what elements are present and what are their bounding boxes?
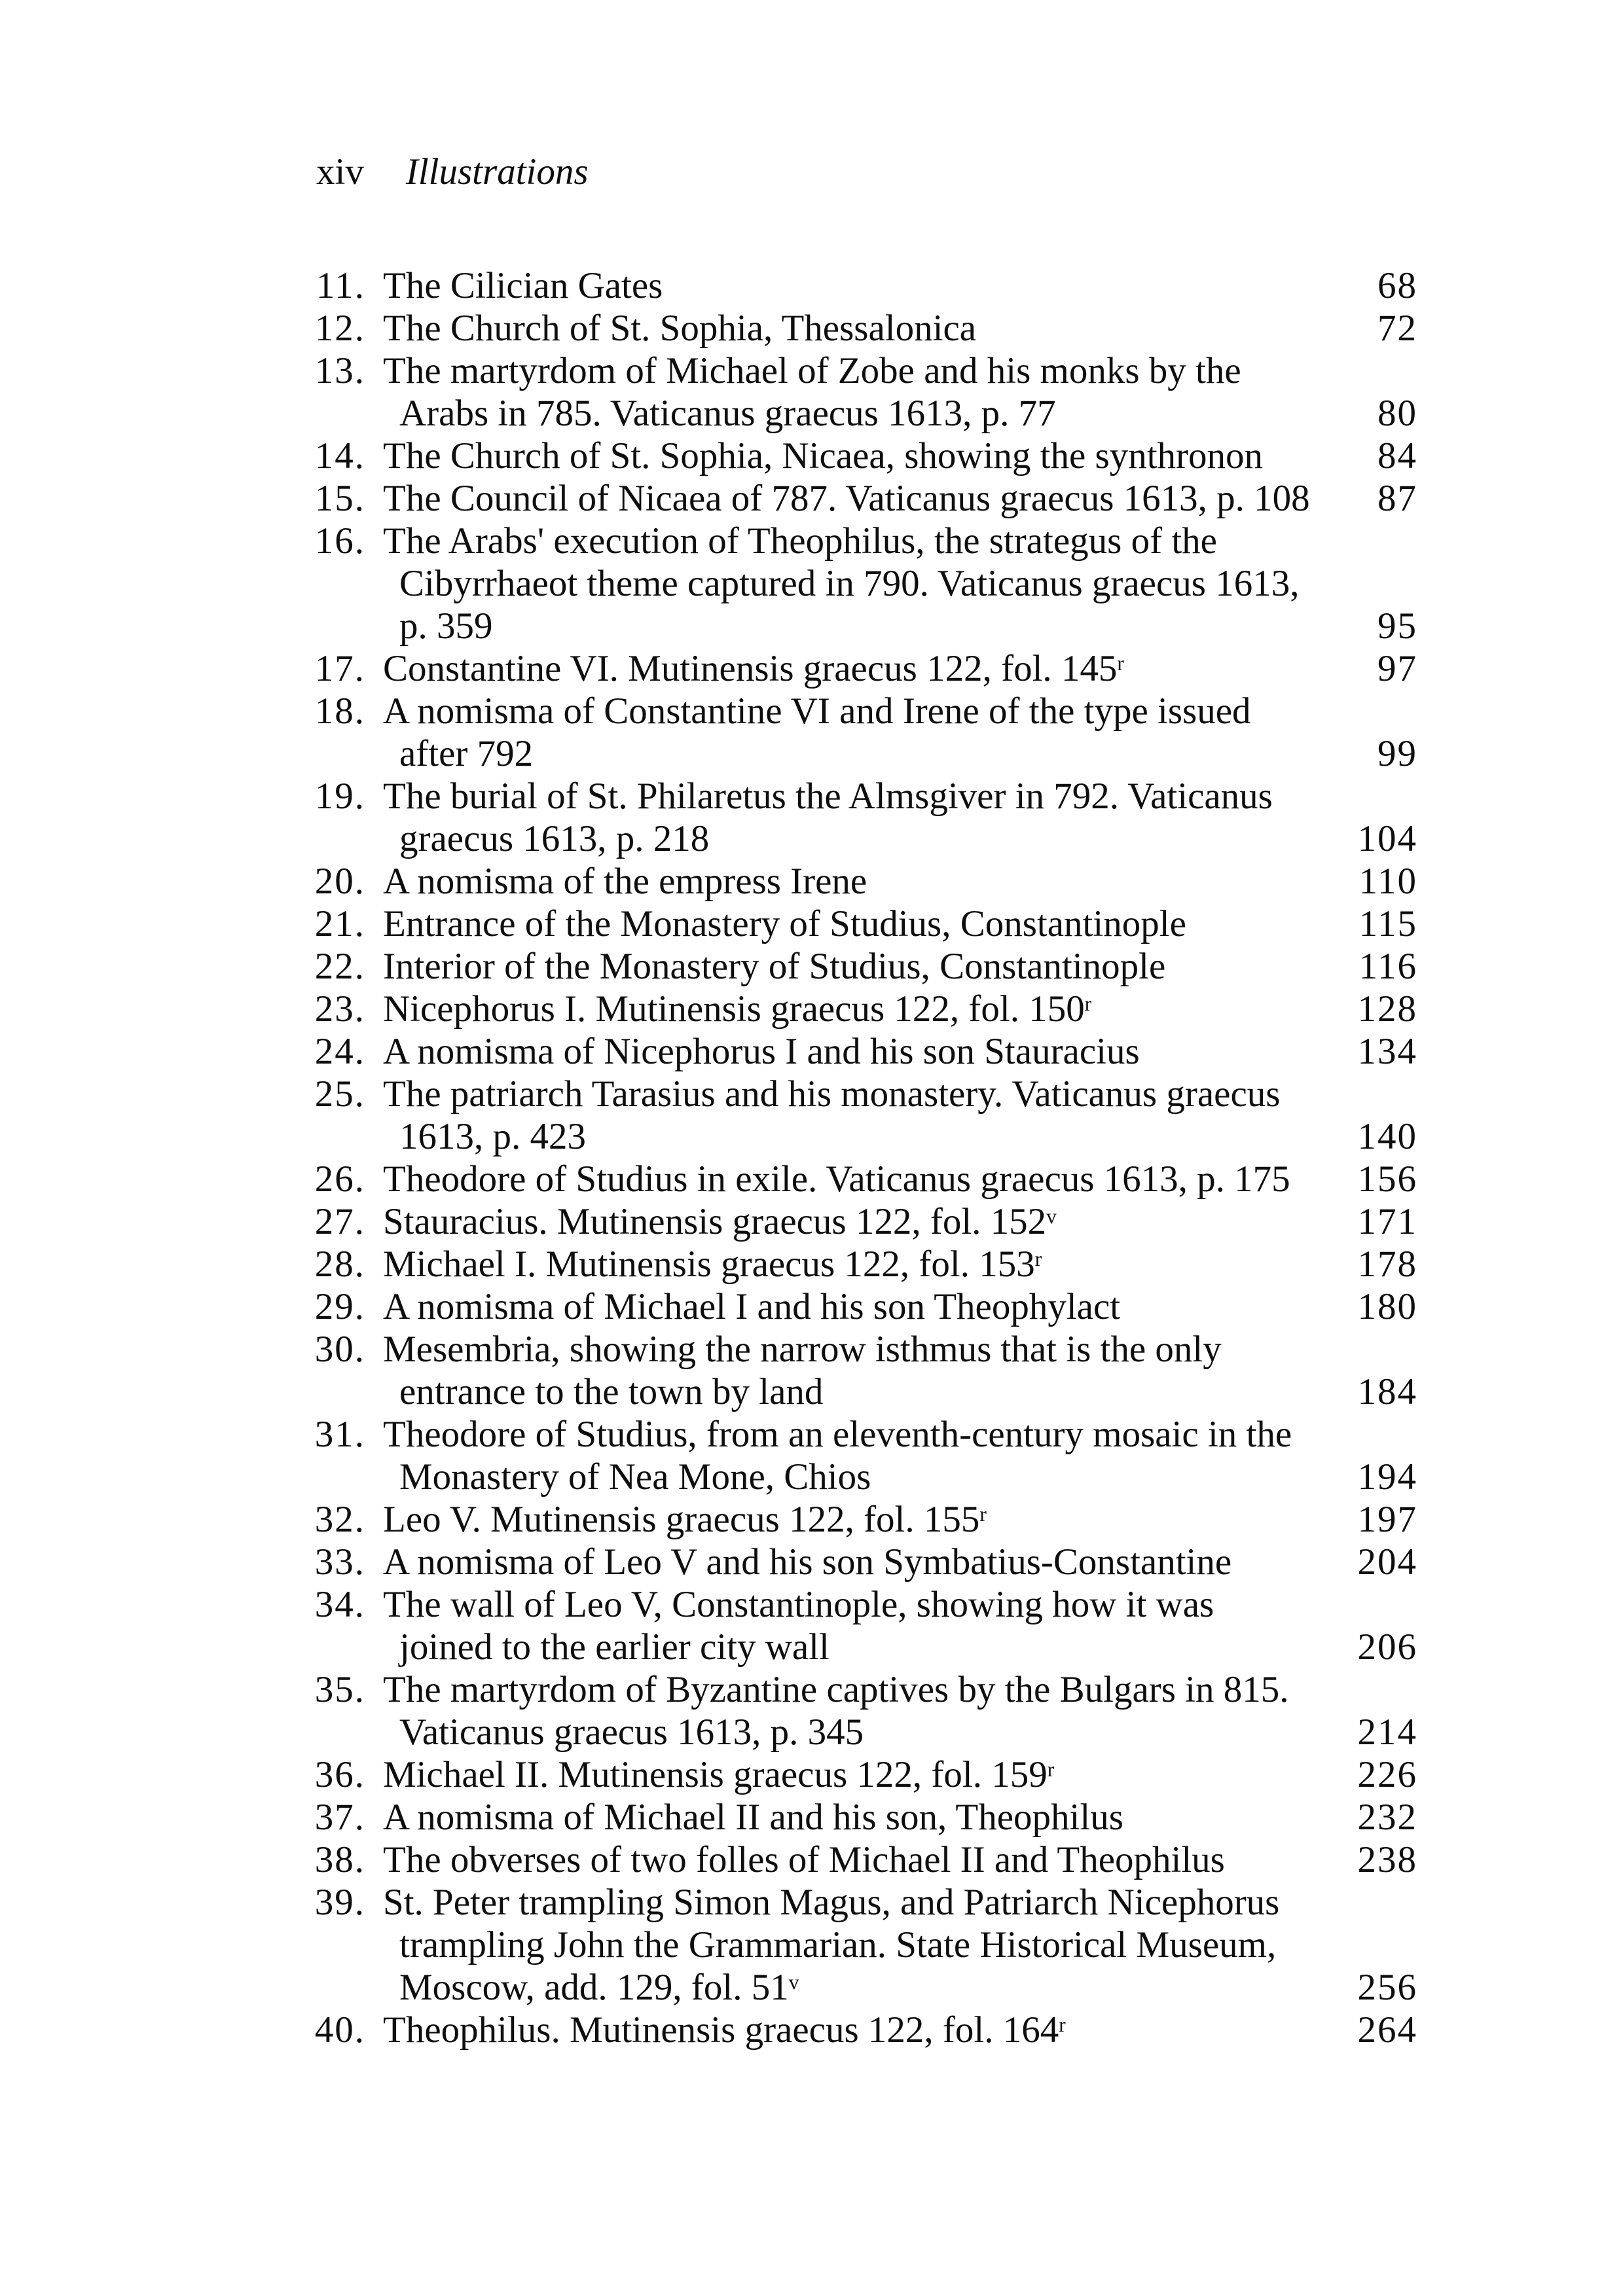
item-page-number: 80 bbox=[1377, 393, 1417, 434]
item-number: 19. bbox=[314, 776, 365, 817]
list-item bbox=[314, 1243, 1417, 1285]
item-page-number: 104 bbox=[1357, 818, 1417, 859]
item-caption bbox=[383, 1243, 1417, 1285]
item-number: 37. bbox=[314, 1797, 365, 1838]
item-caption-line: Leo V. Mutinensis graecus 122, fol. 155$^r$ bbox=[383, 1499, 987, 1540]
item-number: 38. bbox=[314, 1839, 365, 1880]
item-number: 35. bbox=[314, 1669, 365, 1710]
item-caption-line: The patriarch Tarasius and his monastery. Vaticanus graecus bbox=[383, 1073, 1281, 1115]
item-caption-line: Entrance of the Monastery of Studius, Constantinople bbox=[383, 903, 1186, 944]
item-page-number: 194 bbox=[1357, 1456, 1417, 1498]
item-number: 23. bbox=[314, 988, 365, 1030]
item-page-number: 184 bbox=[1357, 1371, 1417, 1412]
item-caption-line: A nomisma of Michael I and his son Theophylact bbox=[383, 1286, 1121, 1327]
item-page-number: 116 bbox=[1359, 946, 1417, 987]
item-caption-line: A nomisma of Nicephorus I and his son Stauracius bbox=[383, 1031, 1140, 1072]
item-page-number: 72 bbox=[1377, 308, 1417, 349]
item-number: 17. bbox=[314, 648, 365, 689]
item-caption-line: entrance to the town by land bbox=[399, 1371, 824, 1412]
item-page-number: 204 bbox=[1357, 1541, 1417, 1583]
item-page-number: 214 bbox=[1357, 1712, 1417, 1753]
item-caption bbox=[383, 1030, 1417, 1073]
list-item bbox=[314, 1158, 1417, 1200]
item-caption-line: The martyrdom of Byzantine captives by the Bulgars in 815. bbox=[383, 1669, 1289, 1710]
list-item bbox=[314, 1073, 1417, 1158]
item-caption bbox=[383, 860, 1417, 903]
item-page-number: 197 bbox=[1357, 1499, 1417, 1540]
item-caption bbox=[383, 945, 1417, 988]
item-number: 14. bbox=[314, 435, 365, 476]
list-item bbox=[314, 1753, 1417, 1796]
item-page-number: 134 bbox=[1357, 1031, 1417, 1072]
item-caption-line: Michael I. Mutinensis graecus 122, fol. 153$^r$ bbox=[383, 1244, 1042, 1285]
item-caption-line: The Church of St. Sophia, Thessalonica bbox=[383, 308, 977, 349]
item-caption bbox=[383, 307, 1417, 350]
list-item bbox=[314, 1796, 1417, 1839]
item-caption-line: The Arabs' execution of Theophilus, the strategus of the bbox=[383, 520, 1217, 562]
item-caption bbox=[383, 350, 1417, 435]
item-caption bbox=[383, 1328, 1417, 1413]
item-number: 12. bbox=[314, 308, 365, 349]
list-item bbox=[314, 647, 1417, 690]
list-item bbox=[314, 1328, 1417, 1413]
item-caption-line: joined to the earlier city wall bbox=[399, 1626, 830, 1668]
item-caption bbox=[383, 775, 1417, 860]
item-caption bbox=[383, 1200, 1417, 1243]
item-caption-line: after 792 bbox=[399, 733, 534, 774]
section-title: Illustrations bbox=[405, 151, 589, 192]
item-page-number: 226 bbox=[1357, 1754, 1417, 1795]
item-page-number: 115 bbox=[1359, 903, 1417, 944]
item-page-number: 256 bbox=[1357, 1967, 1417, 2008]
item-page-number: 156 bbox=[1357, 1158, 1417, 1200]
item-page-number: 97 bbox=[1377, 648, 1417, 689]
item-caption bbox=[383, 1541, 1417, 1583]
item-caption-line: Stauracius. Mutinensis graecus 122, fol. 152$^v$ bbox=[383, 1201, 1057, 1242]
item-caption bbox=[383, 1668, 1417, 1753]
item-caption bbox=[383, 647, 1417, 690]
item-number: 39. bbox=[314, 1882, 365, 1923]
list-item bbox=[314, 1498, 1417, 1541]
item-page-number: 95 bbox=[1377, 605, 1417, 647]
item-caption-line: Interior of the Monastery of Studius, Constantinople bbox=[383, 946, 1166, 987]
item-page-number: 264 bbox=[1357, 2009, 1417, 2051]
item-caption-line: The Church of St. Sophia, Nicaea, showing the synthronon bbox=[383, 435, 1264, 476]
item-caption-line: The wall of Leo V, Constantinople, showing how it was bbox=[383, 1584, 1214, 1625]
list-item bbox=[314, 860, 1417, 903]
item-caption-line: Arabs in 785. Vaticanus graecus 1613, p. 77 bbox=[399, 393, 1056, 434]
item-caption-line: The Council of Nicaea of 787. Vaticanus graecus 1613, p. 108 bbox=[383, 478, 1310, 519]
item-caption-line: The Cilician Gates bbox=[383, 265, 663, 306]
list-item bbox=[314, 988, 1417, 1030]
item-caption bbox=[383, 903, 1417, 945]
list-item bbox=[314, 1583, 1417, 1668]
item-caption-line: Michael II. Mutinensis graecus 122, fol. 159$^r$ bbox=[383, 1754, 1055, 1795]
list-item bbox=[314, 1413, 1417, 1498]
running-header bbox=[316, 151, 589, 193]
item-caption-line: trampling John the Grammarian. State Historical Museum, bbox=[399, 1924, 1277, 1965]
item-caption-line: Theodore of Studius in exile. Vaticanus graecus 1613, p. 175 bbox=[383, 1158, 1290, 1200]
item-caption bbox=[383, 1158, 1417, 1200]
list-item bbox=[314, 1030, 1417, 1073]
item-caption bbox=[383, 1498, 1417, 1541]
item-page-number: 180 bbox=[1357, 1286, 1417, 1327]
item-number: 21. bbox=[314, 903, 365, 944]
item-number: 32. bbox=[314, 1499, 365, 1540]
item-caption-line: p. 359 bbox=[399, 605, 493, 647]
item-caption bbox=[383, 520, 1417, 647]
illustration-list bbox=[314, 264, 1417, 2051]
item-caption bbox=[383, 1839, 1417, 1881]
item-caption bbox=[383, 1583, 1417, 1668]
item-caption-line: graecus 1613, p. 218 bbox=[399, 818, 710, 859]
item-number: 34. bbox=[314, 1584, 365, 1625]
item-caption-line: Theodore of Studius, from an eleventh-century mosaic in the bbox=[383, 1414, 1292, 1455]
item-page-number: 110 bbox=[1359, 861, 1417, 902]
item-page-number: 206 bbox=[1357, 1626, 1417, 1668]
item-page-number: 171 bbox=[1357, 1201, 1417, 1242]
item-number: 16. bbox=[314, 520, 365, 562]
list-item bbox=[314, 1285, 1417, 1328]
item-caption-line: Moscow, add. 129, fol. 51$^v$ bbox=[399, 1967, 799, 2008]
item-number: 15. bbox=[314, 478, 365, 519]
list-item bbox=[314, 1541, 1417, 1583]
item-caption bbox=[383, 264, 1417, 307]
item-number: 27. bbox=[314, 1201, 365, 1242]
item-caption bbox=[383, 690, 1417, 775]
item-caption-line: Vaticanus graecus 1613, p. 345 bbox=[399, 1712, 864, 1753]
item-caption-line: The obverses of two folles of Michael II and Theophilus bbox=[383, 1839, 1225, 1880]
item-number: 20. bbox=[314, 861, 365, 902]
list-item bbox=[314, 350, 1417, 435]
item-caption-line: St. Peter trampling Simon Magus, and Patriarch Nicephorus bbox=[383, 1882, 1280, 1923]
item-caption-line: Constantine VI. Mutinensis graecus 122, fol. 145$^r$ bbox=[383, 648, 1124, 689]
list-item bbox=[314, 1881, 1417, 2009]
item-caption-line: 1613, p. 423 bbox=[399, 1116, 586, 1157]
list-item bbox=[314, 690, 1417, 775]
item-caption bbox=[383, 1753, 1417, 1796]
item-number: 11. bbox=[316, 265, 365, 306]
list-item bbox=[314, 435, 1417, 477]
list-item bbox=[314, 1668, 1417, 1753]
item-caption bbox=[383, 435, 1417, 477]
item-number: 28. bbox=[314, 1244, 365, 1285]
item-number: 33. bbox=[314, 1541, 365, 1583]
item-page-number: 232 bbox=[1357, 1797, 1417, 1838]
item-caption bbox=[383, 1073, 1417, 1158]
item-caption bbox=[383, 477, 1417, 520]
item-number: 31. bbox=[314, 1414, 365, 1455]
item-caption bbox=[383, 988, 1417, 1030]
list-item bbox=[314, 1200, 1417, 1243]
list-item bbox=[314, 264, 1417, 307]
list-item bbox=[314, 2009, 1417, 2051]
item-number: 22. bbox=[314, 946, 365, 987]
item-caption-line: A nomisma of Michael II and his son, Theophilus bbox=[383, 1797, 1123, 1838]
item-page-number: 178 bbox=[1357, 1244, 1417, 1285]
item-caption bbox=[383, 1285, 1417, 1328]
list-item bbox=[314, 945, 1417, 988]
item-caption-line: Cibyrrhaeot theme captured in 790. Vaticanus graecus 1613, bbox=[399, 563, 1300, 604]
item-page-number: 87 bbox=[1377, 478, 1417, 519]
item-number: 24. bbox=[314, 1031, 365, 1072]
item-caption bbox=[383, 1796, 1417, 1839]
item-page-number: 84 bbox=[1377, 435, 1417, 476]
item-number: 40. bbox=[314, 2009, 365, 2051]
item-caption bbox=[383, 1881, 1417, 2009]
item-page-number: 238 bbox=[1357, 1839, 1417, 1880]
item-page-number: 68 bbox=[1377, 265, 1417, 306]
item-caption-line: Mesembria, showing the narrow isthmus that is the only bbox=[383, 1329, 1222, 1370]
page-folio-number: xiv bbox=[316, 151, 364, 192]
item-page-number: 128 bbox=[1357, 988, 1417, 1030]
item-page-number: 140 bbox=[1357, 1116, 1417, 1157]
item-caption-line: Theophilus. Mutinensis graecus 122, fol. 164$^r$ bbox=[383, 2009, 1066, 2051]
list-item bbox=[314, 775, 1417, 860]
item-number: 26. bbox=[314, 1158, 365, 1200]
list-item bbox=[314, 307, 1417, 350]
item-caption bbox=[383, 1413, 1417, 1498]
list-item bbox=[314, 520, 1417, 647]
list-item bbox=[314, 903, 1417, 945]
item-caption-line: A nomisma of the empress Irene bbox=[383, 861, 867, 902]
item-number: 36. bbox=[314, 1754, 365, 1795]
item-number: 25. bbox=[314, 1073, 365, 1115]
item-caption bbox=[383, 2009, 1417, 2051]
item-number: 18. bbox=[314, 691, 365, 732]
item-caption-line: A nomisma of Leo V and his son Symbatius-Constantine bbox=[383, 1541, 1232, 1583]
item-number: 29. bbox=[314, 1286, 365, 1327]
item-number: 30. bbox=[314, 1329, 365, 1370]
item-caption-line: A nomisma of Constantine VI and Irene of the type issued bbox=[383, 691, 1251, 732]
item-caption-line: Monastery of Nea Mone, Chios bbox=[399, 1456, 871, 1498]
item-caption-line: The burial of St. Philaretus the Almsgiver in 792. Vaticanus bbox=[383, 776, 1273, 817]
item-page-number: 99 bbox=[1377, 733, 1417, 774]
list-item bbox=[314, 477, 1417, 520]
list-item bbox=[314, 1839, 1417, 1881]
item-number: 13. bbox=[314, 350, 365, 391]
item-caption-line: Nicephorus I. Mutinensis graecus 122, fol. 150$^r$ bbox=[383, 988, 1092, 1030]
item-caption-line: The martyrdom of Michael of Zobe and his monks by the bbox=[383, 350, 1241, 391]
